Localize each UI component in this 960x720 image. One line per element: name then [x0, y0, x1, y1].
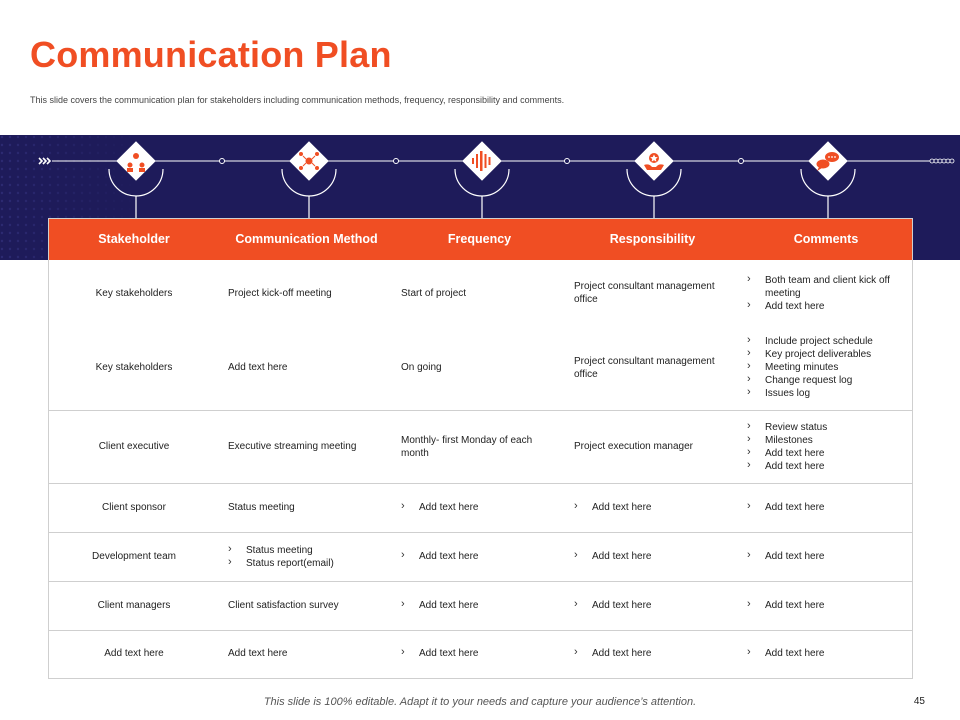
list-item: › Add text here	[747, 460, 905, 473]
list-item: › Add text here	[401, 647, 558, 660]
cell-stakeholder: Key stakeholders	[48, 326, 220, 410]
cell-comments	[739, 630, 913, 677]
list-item: › Add text here	[747, 300, 905, 313]
cell-responsibility: Project execution manager	[566, 410, 739, 483]
cell-frequency: Start of project	[401, 287, 467, 299]
communication-table	[48, 218, 913, 677]
list-item: › Add text here	[747, 599, 905, 612]
list-item: › Include project schedule	[747, 335, 905, 348]
table-row	[48, 483, 913, 532]
cell-frequency	[393, 532, 566, 581]
footer-note: This slide is 100% editable. Adapt it to your needs and capture your audience’s attention.	[263, 696, 697, 708]
list-item: › Add text here	[747, 447, 905, 460]
cell-responsibility	[566, 630, 739, 677]
cell-comments	[739, 581, 913, 630]
table-row	[48, 410, 913, 483]
page-title: Communication Plan	[30, 34, 392, 75]
cell-method: Add text here	[228, 648, 288, 660]
list-item: › Add text here	[401, 550, 558, 563]
list-item: › Add text here	[574, 647, 731, 660]
list-item: › Change request log	[747, 374, 905, 387]
list-item: › Add text here	[401, 501, 558, 514]
page-number: 45	[913, 696, 925, 707]
chat-bubbles-icon	[801, 141, 855, 218]
cell-method: Executive streaming meeting	[220, 410, 393, 483]
list-item: › Status meeting	[228, 544, 385, 557]
cell-responsibility	[566, 581, 739, 630]
cell-comments	[739, 260, 913, 326]
cell-responsibility	[566, 483, 739, 532]
list-item: › Review status	[747, 421, 905, 434]
list-item: › Meeting minutes	[747, 361, 905, 374]
cell-responsibility	[566, 532, 739, 581]
table-row	[48, 326, 913, 410]
cell-comments	[739, 326, 913, 410]
cell-responsibility: Project consultant management office	[566, 326, 739, 410]
page-subtitle: This slide covers the communication plan for stakeholders including communication methods, frequency, responsibility and comments.	[30, 95, 565, 105]
cell-frequency	[393, 630, 566, 677]
list-item: › Add text here	[574, 599, 731, 612]
cell-method: Status meeting	[220, 483, 393, 532]
award-hand-icon	[627, 141, 681, 218]
header-stakeholder: Stakeholder	[48, 218, 220, 260]
cell-comments	[739, 410, 913, 483]
cell-method	[220, 532, 393, 581]
list-item: › Add text here	[574, 550, 731, 563]
list-item: › Both team and client kick off meeting	[747, 274, 905, 300]
team-connection-icon	[282, 141, 336, 218]
header-communication-method: Communication Method	[220, 218, 393, 260]
table-header-row	[48, 218, 913, 260]
cell-stakeholder: Client executive	[48, 410, 220, 483]
cell-stakeholder: Client sponsor	[48, 483, 220, 532]
cell-method: Add text here	[220, 326, 393, 410]
table-row	[48, 581, 913, 630]
list-item: › Milestones	[747, 434, 905, 447]
list-item: › Add text here	[574, 501, 731, 514]
table-row	[48, 630, 913, 677]
list-item: › Issues log	[747, 387, 905, 400]
list-item: › Add text here	[747, 647, 905, 660]
cell-frequency: Monthly- first Monday of each month	[393, 410, 566, 483]
cell-stakeholder: Add text here	[104, 648, 164, 660]
cell-comments	[739, 483, 913, 532]
cell-frequency: On going	[393, 326, 566, 410]
cell-responsibility: Project consultant management office	[574, 281, 715, 305]
header-frequency: Frequency	[393, 218, 566, 260]
cell-method: Client satisfaction survey	[220, 581, 393, 630]
list-item: › Add text here	[747, 501, 905, 514]
cell-frequency	[393, 581, 566, 630]
cell-stakeholder: Development team	[48, 532, 220, 581]
sound-wave-icon	[455, 141, 509, 218]
table-row	[48, 260, 913, 326]
list-item: › Add text here	[401, 599, 558, 612]
cell-stakeholder: Key stakeholders	[95, 287, 173, 299]
cell-stakeholder: Client managers	[48, 581, 220, 630]
cell-comments	[739, 532, 913, 581]
header-comments: Comments	[739, 218, 913, 260]
list-item: › Add text here	[747, 550, 905, 563]
header-responsibility: Responsibility	[566, 218, 739, 260]
list-item: › Status report(email)	[228, 557, 385, 570]
cell-method: Project kick-off meeting	[228, 287, 332, 299]
list-item: › Key project deliverables	[747, 348, 905, 361]
table-row	[48, 532, 913, 581]
cell-frequency	[393, 483, 566, 532]
